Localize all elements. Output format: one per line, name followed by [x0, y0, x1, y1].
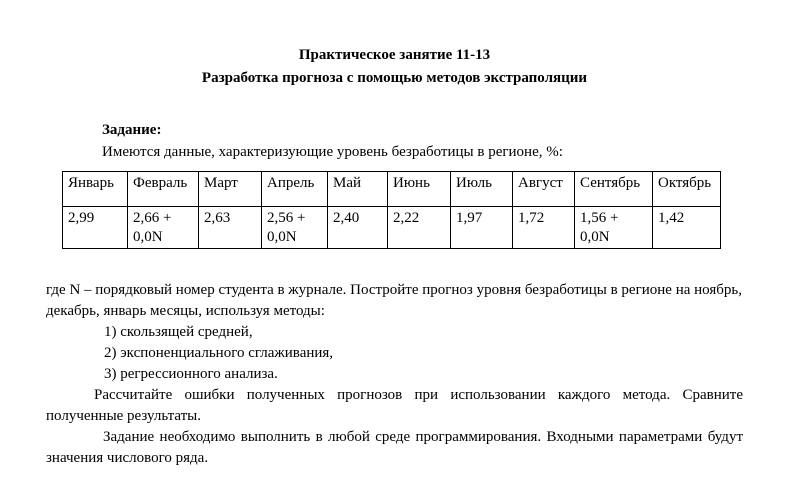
- month-header: Октябрь: [653, 172, 721, 207]
- unemployment-table: [62, 171, 721, 249]
- value-line: 2,40: [333, 210, 360, 226]
- value-cell: [653, 207, 721, 249]
- value-line: 2,56 +: [267, 210, 306, 226]
- errors-paragraph: Рассчитайте ошибки полученных прогнозов при использовании каждого метода. Сравните полученные результаты.: [46, 387, 743, 424]
- month-header: Июль: [451, 172, 513, 207]
- task-intro: Имеются данные, характеризующие уровень безработицы в регионе, %:: [102, 144, 563, 160]
- value-line: 0,0N: [133, 229, 163, 245]
- table-row: [63, 207, 721, 249]
- value-line: 1,72: [518, 210, 545, 226]
- value-cell: [328, 207, 388, 249]
- page-title: Практическое занятие 11-13: [298, 47, 491, 63]
- value-cell: [451, 207, 513, 249]
- month-header: Сентябрь: [575, 172, 653, 207]
- value-cell: [513, 207, 575, 249]
- month-header: Февраль: [128, 172, 199, 207]
- month-header: Январь: [63, 172, 128, 207]
- value-cell: [199, 207, 262, 249]
- page-subtitle: Разработка прогноза с помощью методов экстраполяции: [201, 70, 588, 86]
- programming-paragraph: Задание необходимо выполнить в любой среде программирования. Входными параметрами будут значения числового ряда.: [46, 429, 743, 466]
- value-line: 2,99: [68, 210, 95, 226]
- value-line: 1,97: [456, 210, 483, 226]
- instructions-paragraph: где N – порядковый номер студента в журнале. Постройте прогноз уровня безработицы в регионе на ноябрь, декабрь, январь месяцы, используя методы:: [46, 282, 742, 319]
- value-line: 0,0N: [580, 229, 610, 245]
- value-line: 2,63: [204, 210, 231, 226]
- method-item: 1) скользящей средней,: [104, 324, 253, 340]
- month-header: Март: [199, 172, 262, 207]
- value-line: 1,56 +: [580, 210, 619, 226]
- value-cell: [575, 207, 653, 249]
- month-header: Август: [513, 172, 575, 207]
- method-item: 3) регрессионного анализа.: [104, 366, 278, 382]
- value-line: 2,66 +: [133, 210, 172, 226]
- month-header: Май: [328, 172, 388, 207]
- task-heading: Задание:: [102, 122, 162, 138]
- value-line: 2,22: [393, 210, 420, 226]
- value-cell: [262, 207, 328, 249]
- value-line: 0,0N: [267, 229, 297, 245]
- value-cell: [63, 207, 128, 249]
- month-header: Апрель: [262, 172, 328, 207]
- month-header: Июнь: [388, 172, 451, 207]
- value-cell: [388, 207, 451, 249]
- method-item: 2) экспоненциального сглаживания,: [104, 345, 334, 361]
- value-line: 1,42: [658, 210, 685, 226]
- table-header-row: [63, 172, 721, 207]
- value-cell: [128, 207, 199, 249]
